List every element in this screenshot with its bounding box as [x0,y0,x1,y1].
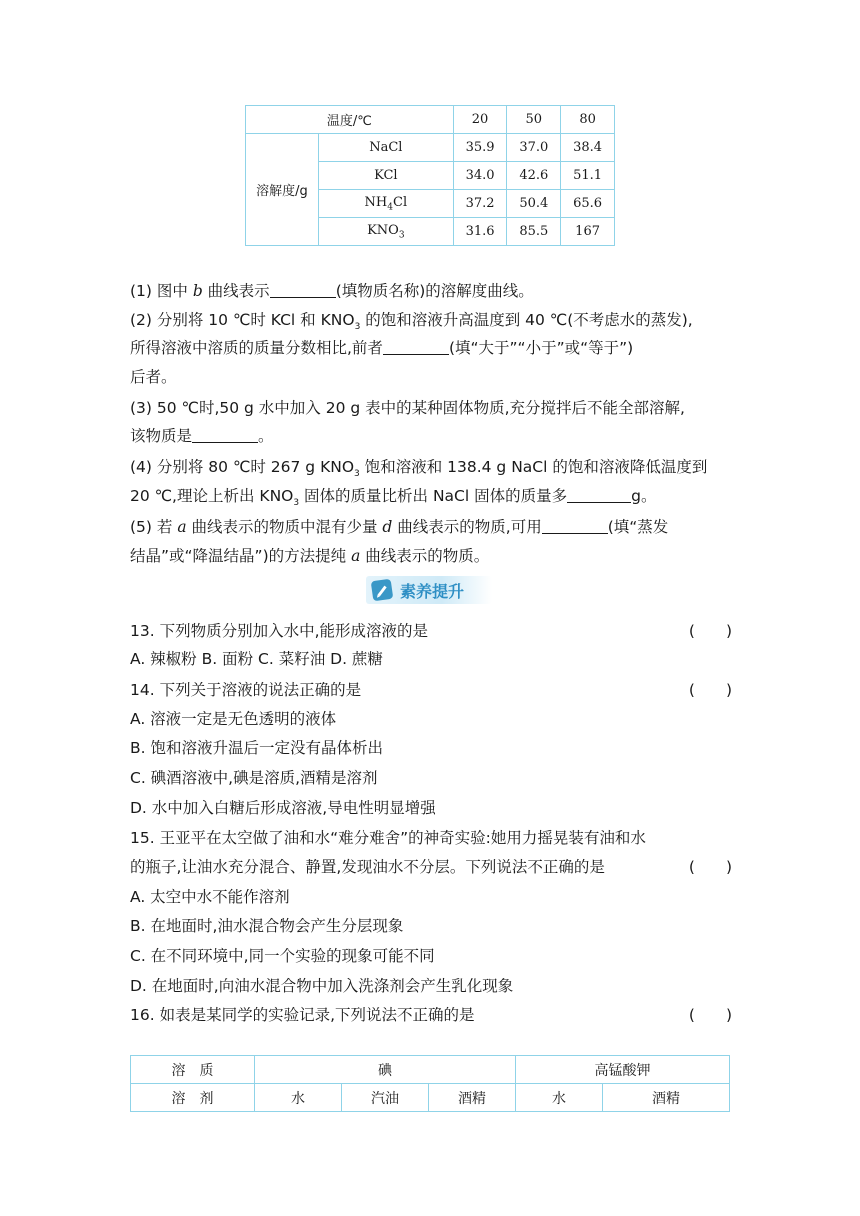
answer-blank [383,338,449,355]
iodine-header: 碘 [255,1056,516,1084]
solvent-cell: 酒精 [429,1084,516,1112]
cell: 65.6 [561,190,615,218]
question-5-line-1: (5) 若 a 曲线表示的物质中混有少量 d 曲线表示的物质,可用 (填“蒸发 [130,518,669,536]
answer-blank [567,486,631,503]
question-5-line-2: 结晶”或“降温结晶”)的方法提纯 a 曲线表示的物质。 [130,547,490,565]
option-c: C. 在不同环境中,同一个实验的现象可能不同 [130,947,435,965]
solvent-cell: 水 [516,1084,603,1112]
kmno4-header: 高锰酸钾 [516,1056,730,1084]
question-2-line-2: 所得溶液中溶质的质量分数相比,前者 (填“大于”“小于”或“等于”) [130,339,634,357]
solubility-label: 溶解度/g [246,134,319,246]
option-a: A. 太空中水不能作溶剂 [130,888,290,906]
cell: 51.1 [561,162,615,190]
question-1: (1) 图中 b 曲线表示 (填物质名称)的溶解度曲线。 [130,282,534,300]
question-3-line-1: (3) 50 ℃时,50 g 水中加入 20 g 表中的某种固体物质,充分搅拌后不能全部溶解, [130,399,685,417]
temp-80: 80 [561,106,615,134]
row-kno3-name: $KNO_3$ [319,218,454,246]
option-a: A. 溶液一定是无色透明的液体 [130,710,337,728]
cell: 35.9 [453,134,507,162]
solute-label: 溶 质 [131,1056,255,1084]
row-nacl-name: NaCl [319,134,454,162]
option-b: B. 在地面时,油水混合物会产生分层现象 [130,917,404,935]
question-13-stem: 13. 下列物质分别加入水中,能形成溶液的是 [130,622,429,640]
option-c: C. 碘酒溶液中,碘是溶质,酒精是溶剂 [130,769,378,787]
row-kcl-name: KCl [319,162,454,190]
question-15-line-2: 的瓶子,让油水充分混合、静置,发现油水不分层。下列说法不正确的是 [130,858,605,876]
cell: 34.0 [453,162,507,190]
question-4-line-2: 20 ℃,理论上析出 $KNO_3$ 固体的质量比析出 NaCl 固体的质量多 g。 [130,487,657,509]
cell: 42.6 [507,162,561,190]
temp-20: 20 [453,106,507,134]
question-2-line-1: (2) 分别将 10 ℃时 KCl 和 $KNO_3$ 的饱和溶液升高温度到 40 ℃(不考虑水的蒸发), [130,311,693,333]
option-d: D. 水中加入白糖后形成溶液,导电性明显增强 [130,799,436,817]
question-16-stem: 16. 如表是某同学的实验记录,下列说法不正确的是 [130,1006,475,1024]
answer-paren: ( ) [688,1006,732,1024]
cell: 167 [561,218,615,246]
answer-paren: ( ) [688,681,732,699]
solvent-cell: 水 [255,1084,342,1112]
cell: 37.0 [507,134,561,162]
temp-50: 50 [507,106,561,134]
answer-blank [270,281,336,298]
option-b: B. 饱和溶液升温后一定没有晶体析出 [130,739,383,757]
solvent-label: 溶 剂 [131,1084,255,1112]
row-nh4cl-name: $NH_4Cl$ [319,190,454,218]
answer-paren: ( ) [688,858,732,876]
cell: 85.5 [507,218,561,246]
question-2-line-3: 后者。 [130,368,177,386]
question-4-line-1: (4) 分别将 80 ℃时 267 g $KNO_3$ 饱和溶液和 138.4 g NaCl 的饱和溶液降低温度到 [130,458,708,480]
solvent-cell: 酒精 [603,1084,730,1112]
option-d: D. 在地面时,向油水混合物中加入洗涤剂会产生乳化现象 [130,977,514,995]
solubility-table [245,105,615,246]
pencil-icon [371,579,394,602]
cell: 38.4 [561,134,615,162]
section-banner [366,576,492,604]
cell: 50.4 [507,190,561,218]
section-title: 素养提升 [400,582,465,601]
cell: 31.6 [453,218,507,246]
solvent-cell: 汽油 [342,1084,429,1112]
question-15-line-1: 15. 王亚平在太空做了油和水“难分难舍”的神奇实验:她用力摇晃装有油和水 [130,829,646,847]
answer-blank [192,426,258,443]
question-13-options: A. 辣椒粉 B. 面粉 C. 菜籽油 D. 蔗糖 [130,650,383,668]
temp-header: 温度/℃ [246,106,454,134]
experiment-table [130,1055,730,1112]
cell: 37.2 [453,190,507,218]
question-3-line-2: 该物质是 。 [130,427,274,445]
answer-blank [542,517,608,534]
question-14-stem: 14. 下列关于溶液的说法正确的是 [130,681,362,699]
answer-paren: ( ) [688,622,732,640]
